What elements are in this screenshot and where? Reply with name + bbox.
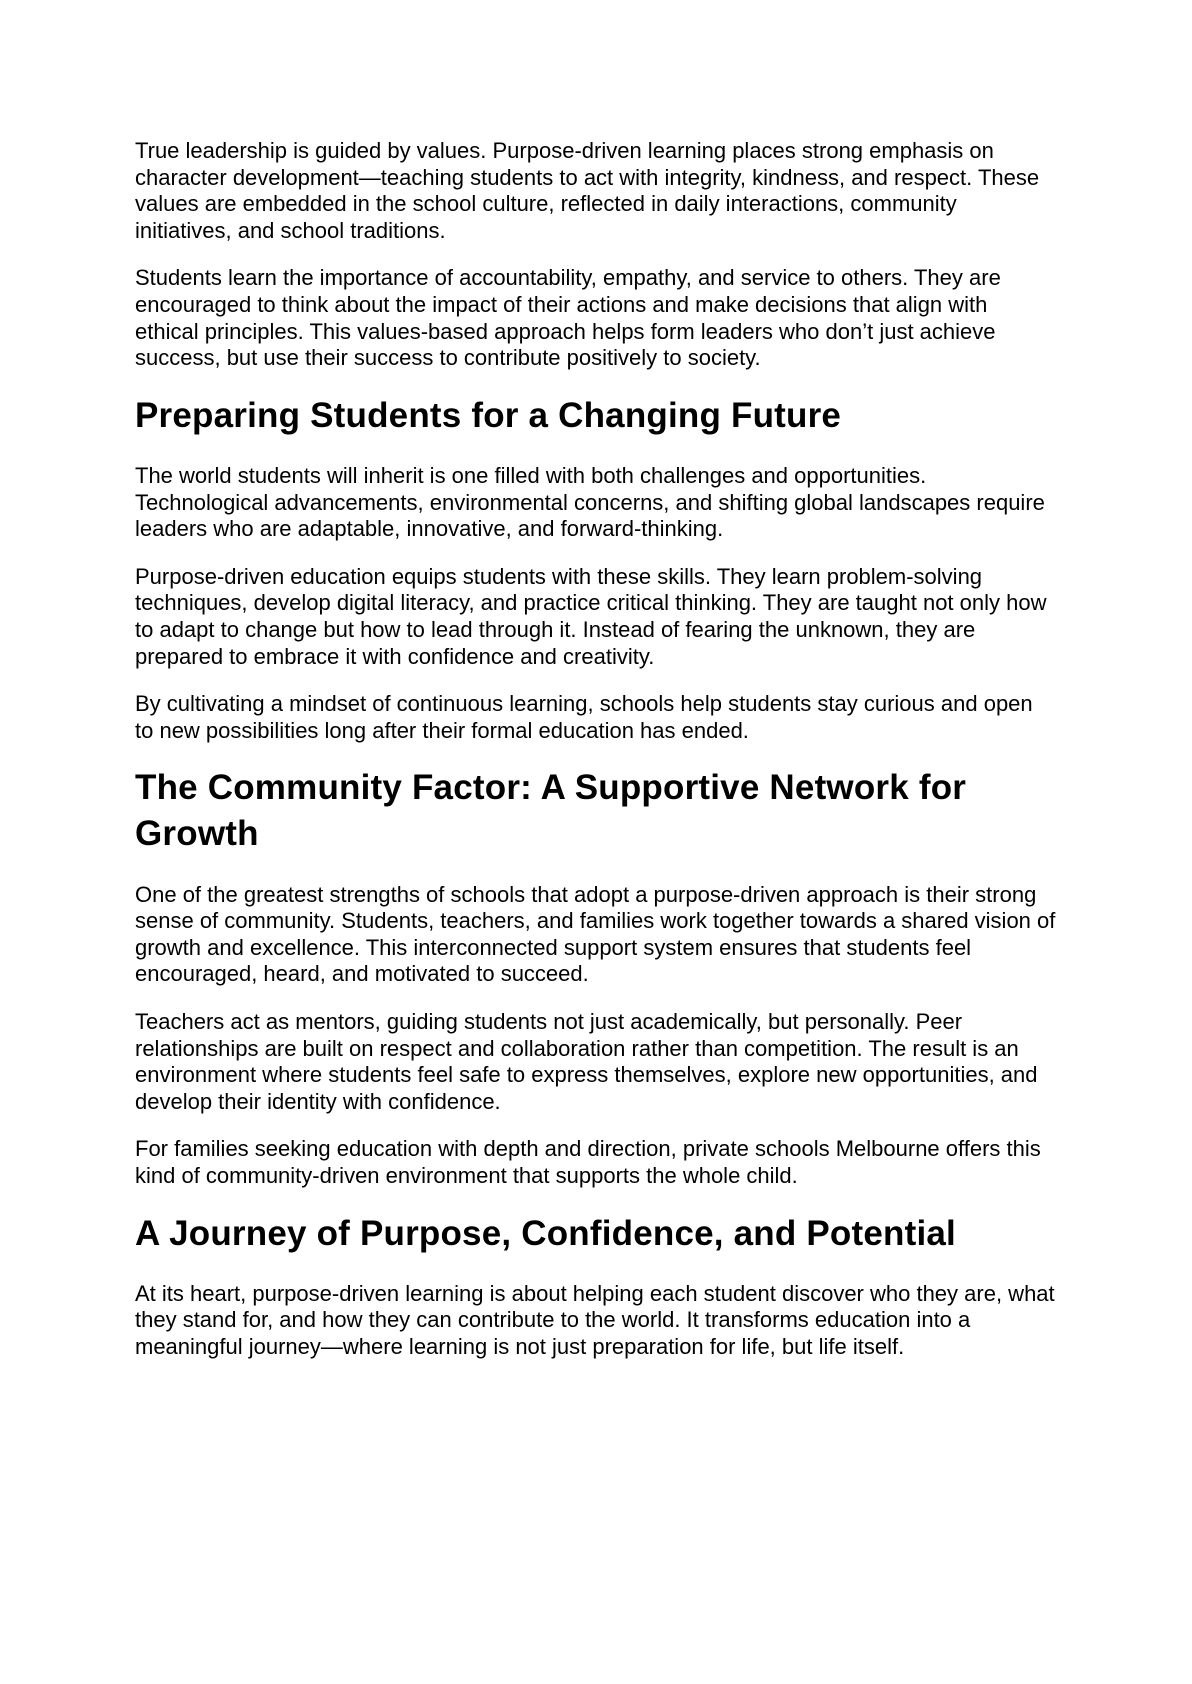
section-heading-changing-future: Preparing Students for a Changing Future (135, 395, 842, 435)
paragraph-at-its-heart: At its heart, purpose-driven learning is about helping each student discover who they are, what they stand for, and how they can contribute to the world. It transforms education into a meaningful journey—where learning is not just preparation for life, but life itself. (135, 1280, 1055, 1359)
paragraph-community-strength: One of the greatest strengths of schools that adopt a purpose-driven approach is their strong sense of community. Students, teachers, and families work together towards a shared vision of growth and excellence. This interconnected support system ensures that students feel encouraged, heard, and motivated to succeed. (135, 881, 1056, 987)
paragraph-world-inherit: The world students will inherit is one filled with both challenges and opportunities. Technological advancements, environmental concerns, and shifting global landscapes require leaders who are adaptable, innovative, and forward-thinking. (135, 462, 1045, 542)
section-heading-community-factor: The Community Factor: A Supportive Network for Growth (135, 768, 967, 854)
document-body (135, 138, 1057, 1361)
paragraph-teachers-mentors: Teachers act as mentors, guiding students not just academically, but personally. Peer relationships are built on respect and collaboration rather than competition. The result is an environment where students feel safe to express themselves, explore new opportunities, and develop their identity with confidence. (135, 1009, 1038, 1114)
paragraph-accountability: Students learn the importance of accountability, empathy, and service to others. They are encouraged to think about the impact of their actions and make decisions that align with ethical principles. This values-based approach helps form leaders who don’t just achieve success, but use their success to contribute positively to society. (135, 265, 1001, 371)
paragraph-families-seeking: For families seeking education with depth and direction, private schools Melbourne offers this kind of community-driven environment that supports the whole child. (135, 1136, 1041, 1188)
paragraph-skills: Purpose-driven education equips students with these skills. They learn problem-solving techniques, develop digital literacy, and practice critical thinking. They are taught not only how to adapt to change but how to lead through it. Instead of fearing the unknown, they are prepared to embrace it with confidence and creativity. (135, 563, 1047, 669)
paragraph-values-intro: True leadership is guided by values. Purpose-driven learning places strong emphasis on character development—teaching students to act with integrity, kindness, and respect. These values are embedded in the school culture, reflected in daily interactions, community initiatives, and school traditions. (135, 138, 1040, 243)
section-heading-journey: A Journey of Purpose, Confidence, and Potential (135, 1213, 956, 1253)
paragraph-continuous-learning: By cultivating a mindset of continuous learning, schools help students stay curious and open to new possibilities long after their formal education has ended. (135, 691, 1033, 743)
